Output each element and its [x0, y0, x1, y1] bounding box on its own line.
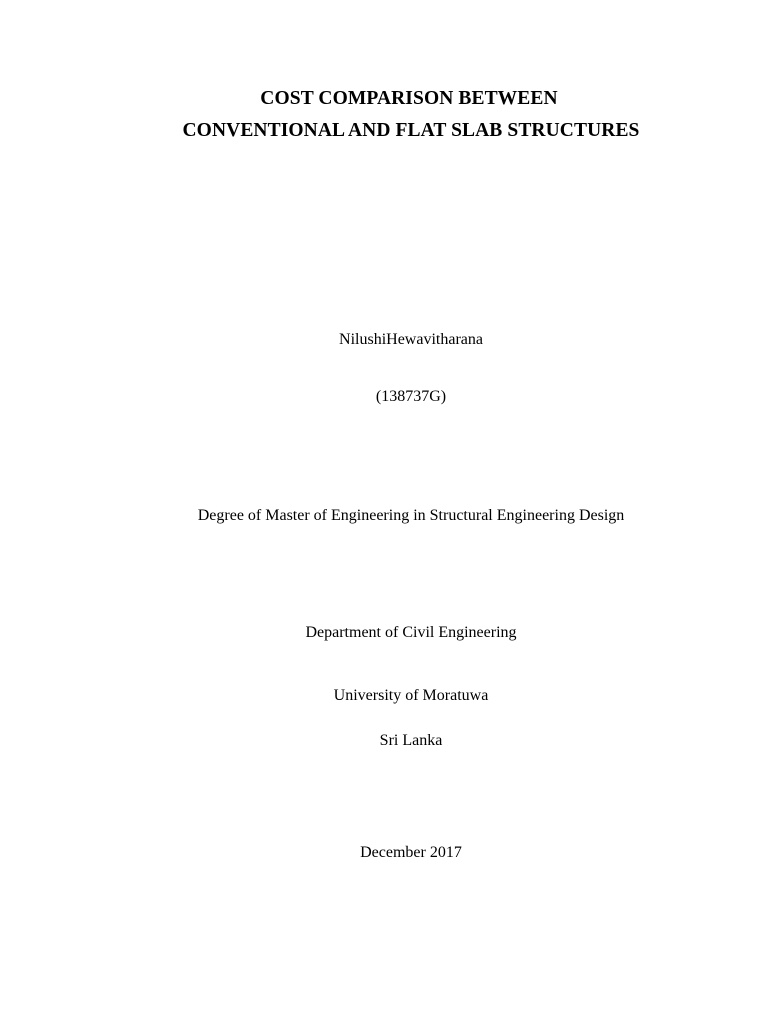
document-title-line-2: CONVENTIONAL AND FLAT SLAB STRUCTURES [182, 120, 640, 141]
submission-date: December 2017 [360, 844, 462, 861]
department-name: Department of Civil Engineering [305, 624, 517, 641]
degree-name: Degree of Master of Engineering in Structural Engineering Design [197, 507, 625, 524]
document-title-line-1: COST COMPARISON BETWEEN [260, 88, 558, 109]
university-name: University of Moratuwa [333, 687, 489, 704]
author-name: NilushiHewavitharana [339, 331, 483, 348]
country-name: Sri Lanka [379, 732, 443, 749]
student-id: (138737G) [375, 388, 447, 405]
